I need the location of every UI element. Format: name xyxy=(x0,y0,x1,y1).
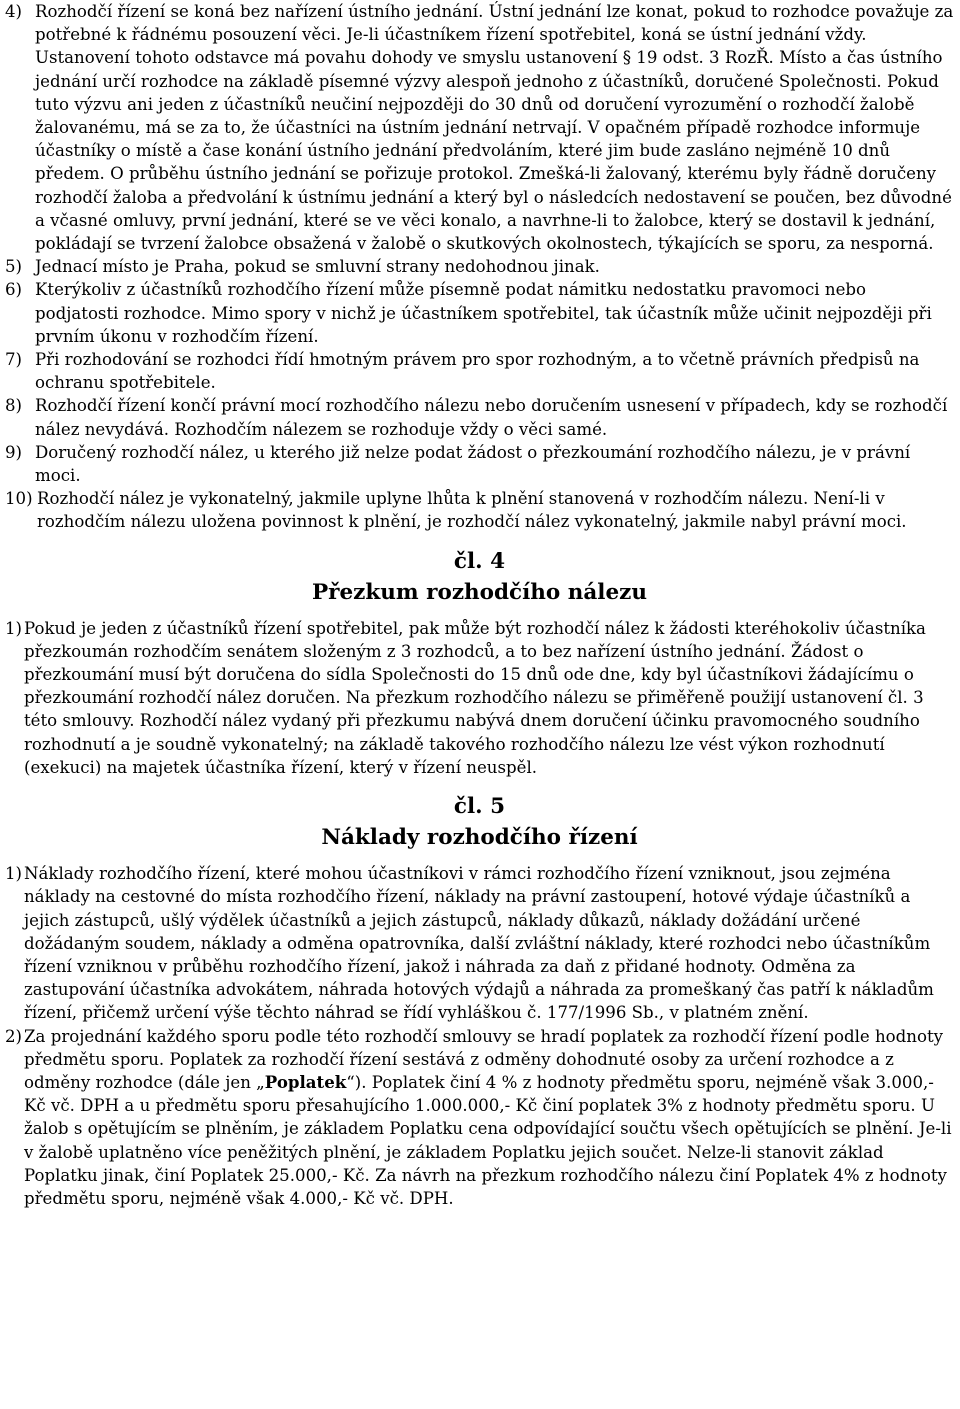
spacer xyxy=(5,534,954,546)
item-text: Při rozhodování se rozhodci řídí hmotným právem pro spor rozhodným, a to včetně právních předpisů na ochranu spotřebitele. xyxy=(35,350,920,393)
article4-number: čl. 4 xyxy=(453,548,506,574)
item-number: 7) xyxy=(5,350,23,370)
item-number: 2) xyxy=(5,1026,23,1046)
item-number: 10) xyxy=(5,489,33,509)
article4-title: Přezkum rozhodčího nálezu xyxy=(312,579,647,605)
article3-item-6 xyxy=(5,278,954,348)
article5-item-2 xyxy=(5,1025,954,1211)
item-text: Jednací místo je Praha, pokud se smluvní strany nedohodnou jinak. xyxy=(35,257,600,277)
item-text: Kterýkoliv z účastníků rozhodčího řízení může písemně podat námitku nedostatku pravomoci nebo podjatosti rozhodce. Mimo spory v nichž je účastníkem spotřebitel, tak účastník může učinit nejpozději při prvním úkonu v rozhodčím řízení. xyxy=(35,280,932,346)
defined-term: Poplatek xyxy=(264,1071,347,1092)
spacer xyxy=(5,608,954,617)
item-number: 1) xyxy=(5,864,23,884)
item-text: Doručený rozhodčí nález, u kterého již nelze podat žádost o přezkoumání rozhodčího nálezu, je v právní moci. xyxy=(35,442,911,486)
item-text-after: “). Poplatek činí 4 % z hodnoty předmětu sporu, nejméně však 3.000,- Kč vč. DPH a u předmětu sporu přesahujícího 1.000.000,- Kč činí poplatek 3% z hodnoty předmětu sporu. U žalob s opětujícím se plněním, je základem Poplatku cena odpovídající součtu všech opětujících se plnění. Je-li v žalobě uplatněno více peněžitých plnění, je základem Poplatku jejich součet. Nelze-li stanovit základ Poplatku jinak, činí Poplatek 25.000,- Kč. Za návrh na přezkum rozhodčího nálezu činí Poplatek 4% z hodnoty předmětu sporu, nejméně však 4.000,- Kč vč. DPH. xyxy=(24,1072,952,1208)
article3-item-5 xyxy=(5,255,954,278)
item-text: Rozhodčí řízení končí právní mocí rozhodčího nálezu nebo doručením usnesení v případech, kdy se rozhodčí nález nevydává. Rozhodčím nálezem se rozhoduje vždy o věci samé. xyxy=(35,396,948,439)
item-text xyxy=(24,1025,954,1211)
item-text: Rozhodčí řízení se koná bez nařízení ústního jednání. Ústní jednání lze konat, pokud to rozhodce považuje za potřebné k řádnému posouzení věci. Je-li účastníkem řízení spotřebitel, koná se ústní jednání vždy. Ustanovení tohoto odstavce má povahu dohody ve smyslu ustanovení § 19 odst. 3 RozŘ. Místo a čas ústního jednání určí rozhodce na základě písemné výzvy alespoň jednoho z účastníků, doručené Společnosti. Pokud tuto výzvu ani jeden z účastníků neučiní nejpozději do 30 dnů od doručení vyrozumění o rozhodčí žalobě žalovanému, má se za to, že účastníci na ústním jednání netrvají. V opačném případě rozhodce informuje účastníky o místě a čase konání ústního jednání předvoláním, které jim bude zasláno nejméně 10 dnů předem. O průběhu ústního jednání se pořizuje protokol. Zmešká-li žalovaný, kterému byly řádně doručeny rozhodčí žaloba a předvolání k ústnímu jednání a který byl o následcích nedostavení se poučen, bez důvodné a včasné omluvy, první jednání, které se ve věci konalo, a navrhne-li to žalobce, který se dostavil k jednání, pokládají se tvrzení žalobce obsažená v žalobě o skutkových okolnostech, týkajících se sporu, za nesporná. xyxy=(35,2,954,254)
article3-item-7 xyxy=(5,348,954,394)
item-number: 8) xyxy=(5,396,23,416)
article4-item-1 xyxy=(5,617,954,779)
item-number: 5) xyxy=(5,257,23,277)
article3-item-10 xyxy=(5,487,954,533)
article3-item-9 xyxy=(5,441,954,487)
item-number: 1) xyxy=(5,618,23,638)
item-text: Náklady rozhodčího řízení, které mohou účastníkovi v rámci rozhodčího řízení vzniknout, jsou zejména náklady na cestovné do místa rozhodčího řízení, náklady na právní zastoupení, hotové výdaje účastníků a jejich zástupců, ušlý výdělek účastníků a jejich zástupců, náklady důkazů, náklady dožádání určené dožádaným soudem, náklady a odměna opatrovníka, další zvláštní náklady, které rozhodci nebo účastníkům řízení vzniknou v průběhu rozhodčího řízení, jakož i náhrada za daň z přidané hodnoty. Odměna za zastupování účastníka advokátem, náhrada hotových výdajů a náhrada za promeškaný čas patří k nákladům řízení, přičemž určení výše těchto náhrad se řídí vyhláškou č. 177/1996 Sb., v platném znění. xyxy=(24,864,934,1023)
item-text: Rozhodčí nález je vykonatelný, jakmile uplyne lhůta k plnění stanovená v rozhodčím nálezu. Není-li v rozhodčím nálezu uložena povinnost k plnění, je rozhodčí nález vykonatelný, jakmile nabyl právní moci. xyxy=(37,489,907,532)
article3-item-4 xyxy=(5,0,954,255)
item-number: 4) xyxy=(5,2,23,21)
article5-number: čl. 5 xyxy=(453,794,506,820)
article3-item-8 xyxy=(5,394,954,440)
item-number: 9) xyxy=(5,442,23,462)
spacer xyxy=(5,853,954,862)
article5-title: Náklady rozhodčího řízení xyxy=(321,825,638,851)
item-text-before: Za projednání každého sporu podle této rozhodčí smlouvy se hradí poplatek za rozhodčí řízení podle hodnoty předmětu sporu. Poplatek za rozhodčí řízení sestává z odměny dohodnuté osoby za určení rozhodce a z odměny rozhodce (dále jen „ xyxy=(24,1026,944,1092)
article5-item-1 xyxy=(5,862,954,1024)
item-text: Pokud je jeden z účastníků řízení spotřebitel, pak může být rozhodčí nález k žádosti kteréhokoliv účastníka přezkoumán rozhodčím senátem složeným z 3 rozhodců, a to bez nařízení ústního jednání. Žádost o přezkoumání musí být doručena do sídla Společnosti do 15 dnů ode dne, kdy byl účastníkovi žádajícímu o přezkoumání rozhodčí nález doručen. Na přezkum rozhodčího nálezu se přiměřeně použijí ustanovení čl. 3 této smlouvy. Rozhodčí nález vydaný při přezkumu nabývá dnem doručení účinku pravomocného soudního rozhodnutí a je soudně vykonatelný; na základě takového rozhodčího nálezu lze vést výkon rozhodnutí (exekuci) na majetek účastníka řízení, který v řízení neuspěl. xyxy=(24,618,926,777)
item-number: 6) xyxy=(5,280,23,300)
spacer xyxy=(5,779,954,791)
